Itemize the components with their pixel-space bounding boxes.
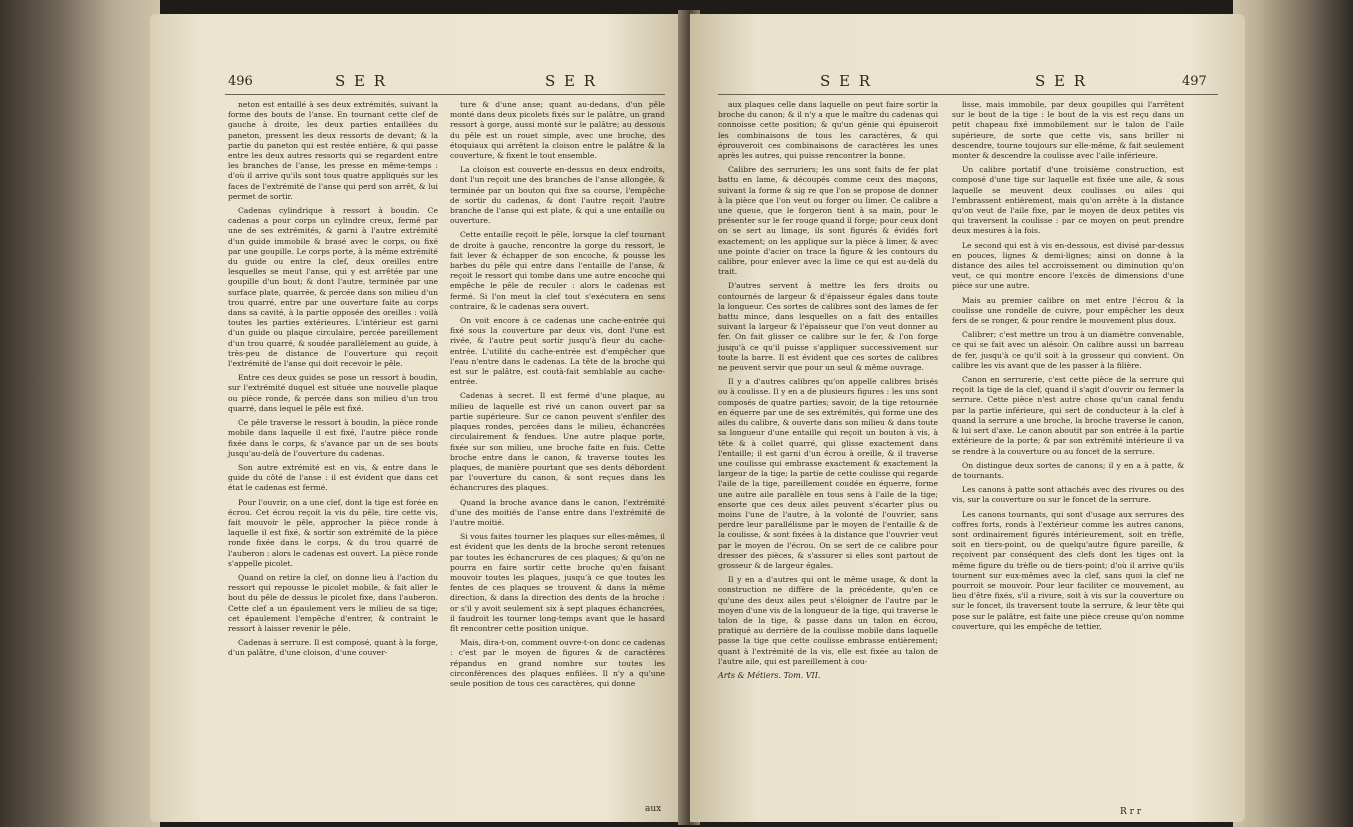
- volume-footer: Arts & Métiers. Tom. VII.: [718, 670, 821, 680]
- paragraph: Cadenas à serrure. Il est composé, quant à la forge, d'un palâtre, d'une cloison, d'une couver-: [228, 638, 438, 658]
- running-header-left: S E R: [335, 72, 388, 90]
- paragraph: Canon en serrurerie, c'est cette pièce de la serrure qui reçoit la tige de la clef, quand il s'agit d'ouvrir ou fermer la serrure. Cette pièce n'est autre chose qu'un canal fendu par la partie inférieure, qui sert de conducteur à la clef à quand la serrure a une broche, la broche traverse le canon, & lui sert d'axe. Le canon aboutit par son entrée à la partie extérieure de la porte; & par son extrémité intérieure il va se rendre à la couverture ou au foncet de la serrure.: [952, 375, 1184, 456]
- signature-mark: R r r: [1120, 807, 1142, 817]
- catchword: aux: [645, 804, 662, 814]
- left-page-edges: [0, 0, 160, 827]
- paragraph: Calibre des serruriers; les uns sont faits de fer plat battu en lame, & découpés comme ceux des maçons, suivant la forme & sig re que l'on se propose de donner à la pièce que l'on veut ou forger ou limer. Ce calibre a une queue, que le forgeron tient à sa main, pour le présenter sur le fer rouge quand il forge; pour ceux dont on se sert au limage, ils sont figurés & évidés fort exactement; on les applique sur la pièce à limer, & avec une pointe d'acier on trace la figure & les contours du calibre, pour enlever avec la lime ce qui est au-delà du trait.: [718, 165, 938, 277]
- paragraph: On voit encore à ce cadenas une cache-entrée qui fixé sous la couverture par deux vis, dont l'une est rivée, & l'autre peut sortir jusqu'à fleur du cache-entrée. L'utilité du cache-entrée est d'empêcher que l'eau n'entre dans le cadenas. La tête de la broche qui est sur le palâtre, est coutà-fait semblable au cache-entrée.: [450, 316, 665, 387]
- paragraph: Quand on retire la clef, on donne lieu à l'action du ressort qui repousse le picolet mobile, & fait aller le bout du pêle de dessus le picolet fixe, dans l'auberon. Cette clef a un épaulement vers le milieu de sa tige; cet épaulement l'empêche d'entrer, & contraint le ressort à laisser revenir le pêle.: [228, 572, 438, 633]
- paragraph: Mais au premier calibre on met entre l'écrou & la coulisse une rondelle de cuivre, pour empêcher les deux fers de se ronger, & pour rendre le mouvement plus doux.: [952, 295, 1184, 326]
- paragraph: Mais, dira-t-on, comment ouvre-t-on donc ce cadenas : c'est par le moyen de figures & de caractères répandus en grand nombre sur toutes les circonférences des plaques enfilées. Il n'y a qu'une seule position de tous ces caractères, qui donne: [450, 638, 665, 688]
- paragraph: Ce pêle traverse le ressort à boudin, la pièce ronde mobile dans laquelle il est fixé, l'autre pièce ronde fixée dans le corps, & s'avance par un de ses bouts jusqu'au-delà de l'ouverture du cadenas.: [228, 418, 438, 458]
- header-rule: [225, 94, 665, 95]
- text-column-left: [718, 100, 938, 685]
- paragraph: Son autre extrémité est en vis, & entre dans le guide du côté de l'anse : il est évident que dans cet état le cadenas est fermé.: [228, 462, 438, 493]
- paragraph: Cadenas cylindrique à ressort à boudin. Ce cadenas a pour corps un cylindre creux, fermé par une de ses extrémités, & garni à l'autre extrémité d'un guide immobile & brasé avec le corps, ou fixé par une goupille. Le corps porte, à la même extrémité du guide ou entre la clef, deux oreilles entre lesquelles se meut l'anse, qui y est arrêtée par une goupille d'un bout; & dont l'autre, terminée par une surface plate, quarrée, & percée dans son milieu d'un trou quarré, entre par une ouverture faite au corps dans sa cavité, à la partie opposée des oreilles : voilà toutes les parties extérieures. L'intérieur est garni d'un guide ou plaque circulaire, percée pareillement d'un trou quarré, & soudée parallèlement au guide, à très-peu de distance de l'ouverture qui reçoit l'extrémité de l'anse qui doit recevoir le pêle.: [228, 206, 438, 369]
- right-page-edges: [1233, 0, 1353, 827]
- paragraph: lisse, mais immobile, par deux goupilles qui l'arrêtent sur le bout de la tige : le bout de la vis est reçu dans un petit chapeau fixé immobilement sur le talon de l'aile supérieure, de sorte que cette vis, sans briller ni descendre, tourne toujours sur elle-même, & fait seulement monter & descendre la coulisse avec l'aile inférieure.: [952, 100, 1184, 161]
- paragraph: neton est entaillé à ses deux extrémités, suivant la forme des bouts de l'anse. En tournant cette clef de gauche à droite, les deux parties entaillées du paneton, pressent les deux ressorts de devant; & la partie du paneton qui est restée entière, & qui passe entre les deux autres ressorts qui se regardent entre les branches de l'anse, les presse en même-temps : d'où il arrive qu'ils sont tous quatre appliqués sur les faces de l'extrémité de l'anse qui perd son arrêt, & lui permet de sortir.: [228, 100, 438, 201]
- text-column-right: [952, 100, 1184, 636]
- paragraph: Il y en a d'autres qui ont le même usage, & dont la construction ne diffère de la précédente, qu'en ce qu'une des deux ailes peut s'éloigner de l'autre par le moyen d'une vis de la longueur de la tige, qui traverse le talon de la tige, & passe dans un talon en écrou, pratiqué au derrière de la coulisse mobile dans laquelle passe la tige que cette coulisse embrasse entièrement; quant à l'extrémité de la vis, elle est fixée au talon de l'autre aile, qui est pareillement à cou-: [718, 575, 938, 666]
- paragraph: Les canons tournants, qui sont d'usage aux serrures des coffres forts, ronds à l'extérieur comme les autres canons, sont ordinairement figurés intérieurement, soit en trèfle, soit en tiers-point, ou de quelqu'autre figure pareille, & reçoivent par conséquent des clefs dont les tiges ont la même figure du trèfle ou de tiers-point; d'où il arrive qu'ils tournent sur eux-mêmes avec la clef, sans quoi la clef ne pourroit se mouvoir. Pour leur faciliter ce mouvement, au lieu d'être fixés, s'il a rivure, soit à vis sur la couverture ou sur le foncet, ils traversent toute la serrure, & leur tête qui pose sur le palâtre, est faite une pièce creuse qu'on nomme couverture, qui les empêche de tettier,: [952, 509, 1184, 631]
- left-page: [150, 14, 685, 822]
- paragraph: Il y a d'autres calibres qu'on appelle calibres brisés ou à coulisse. Il y en a de plusieurs figures : les uns sont composés de quatre parties; savoir, de la tige retournée en équerre par une de ses extrémités, qui forme une des ailes du calibre, & ouverte dans son milieu & dans toute sa longueur d'une entaille qui reçoit un bouton à vis, à tête & à collet quarré, qui glisse exactement dans l'entaille; il est garni d'un écrou à oreille, & il traverse une coulisse qui embrasse exactement & exactement la largeur de la tige; la partie de cette coulisse qui regarde l'aile de la tige, pareillement coudée en équerre, forme une autre aile parallèle en tous sens à l'aile de la tige; ensorte que ces deux ailes peuvent s'écarter plus ou moins l'une de l'autre, à la volonté de l'ouvrier, sans perdre leur parallélisme par le moyen de l'entaille & de la coulisse, & sont fixées à la distance que l'ouvrier veut par le moyen de l'écrou. On se sert de ce calibre pour dresser des pièces, & s'assurer si elles sont partout de grosseur & de largeur égales.: [718, 377, 938, 570]
- paragraph: La cloison est couverte en-dessus en deux endroits, dont l'un reçoit une des branches de l'anse allongée, & terminée par un bouton qui fixe sa course, l'empêche de sortir du cadenas, & dont l'autre reçoit l'autre branche de l'anse qui est plate, & qui a une entaille ou ouverture.: [450, 165, 665, 226]
- paragraph: Un calibre portatif d'une troisième construction, est composé d'une tige sur laquelle est fixée une aile, & sous laquelle se meuvent deux coulisses ou ailes qui l'embrassent entièrement, mais qu'on arrête à la distance qu'on veut de l'aile fixe, par le moyen de deux petites vis qui traversent la coulisse : par ce moyen on peut prendre deux mesures à la fois.: [952, 165, 1184, 236]
- paragraph: Cadenas à secret. Il est fermé d'une plaque, au milieu de laquelle est rivé un canon ouvert par sa partie supérieure. Sur ce canon peuvent s'enfiler des plaques rondes, percées dans le milieu, échancrées circulairement & fendues. Une autre plaque porte, fixée sur son milieu, une broche faite en fuis. Cette broche entre dans le canon, & traverse toutes les plaques, de manière pourtant que ses dents débordent par l'ouverture du canon, & sont reçues dans les échancrures des plaques.: [450, 391, 665, 493]
- header-rule: [718, 94, 1218, 95]
- right-page: [690, 14, 1245, 822]
- running-header-right: S E R: [1035, 72, 1088, 90]
- paragraph: aux plaques celle dans laquelle on peut faire sortir la broche du canon; & il n'y a que le maître du cadenas qui connoisse cette position; & qu'un génie qui épuiseroit les combinaisons de tous les caractères, & qui éprouveroit ces combinaisons de caractères les unes après les autres, qui puisse rencontrer la bonne.: [718, 100, 938, 161]
- running-header-right: S E R: [545, 72, 598, 90]
- page-number: 496: [228, 74, 253, 89]
- text-column-right: [450, 100, 665, 693]
- paragraph: Le second qui est à vis en-dessous, est divisé par-dessus en pouces, lignes & demi-lignes; ainsi on donne à la distance des ailes tel accroissement ou diminution qu'on veut, ce qui montre encore l'excès de dimensions d'une pièce sur une autre.: [952, 240, 1184, 291]
- paragraph: Quand la broche avance dans le canon, l'extrémité d'une des moitiés de l'anse entre dans l'extrémité de l'autre moitié.: [450, 497, 665, 527]
- paragraph: Cette entaille reçoit le pêle, lorsque la clef tournant de droite à gauche, rencontre la gorge du ressort, le fait lever & échapper de son encoche, & pousse les barbes du pêle qui entre dans l'entaille de l'anse, & reçoit le ressort qui tombe dans une autre encoche qui empêche le pêle de reculer : alors le cadenas est fermé. Si l'on meut la clef tout s'exécutera en sens contraire, & le cadenas sera ouvert.: [450, 230, 665, 311]
- paragraph: Entre ces deux guides se pose un ressort à boudin, sur l'extrémité duquel est située une nouvelle plaque ou pièce ronde, & percée dans son milieu d'un trou quarré, dans lequel le pêle est fixé.: [228, 373, 438, 413]
- paragraph: D'autres servent à mettre les fers droits ou contournés de largeur & d'épaisseur égales dans toute la longueur. Ces sortes de calibres sont des lames de fer battu mince, dans lesquelles on a fait des entailles suivant la largeur & l'épaisseur que l'on veut donner au fer. On fait glisser ce calibre sur le fer, & l'on forge jusqu'à ce qu'il puisse s'appliquer successivement sur toute la barre. Il est évident que ces sortes de calibres ne peuvent servir que pour un seul & même ouvrage.: [718, 281, 938, 373]
- paragraph: Les canons à patte sont attachés avec des rivures ou des vis, sur la couverture ou sur le foncet de la serrure.: [952, 485, 1184, 505]
- paragraph: ture & d'une anse; quant au-dedans, d'un pêle monté dans deux picolets fixés sur le palâtre, un grand ressort à gorge, aussi monté sur le palâtre; au dessous du pêle est un rouet simple, avec une broche, des étoquiaux qui arrêtent la cloison entre le palâtre & la couverture, & fixent le tout ensemble.: [450, 100, 665, 161]
- page-number: 497: [1182, 74, 1207, 89]
- text-column-left: [228, 100, 438, 663]
- paragraph: Si vous faites tourner les plaques sur elles-mêmes, il est évident que les dents de la broche seront retenues par toutes les échancrures de ces plaques; & qu'on ne pourra en faire sortir cette broche qu'en faisant mouvoir toutes les plaques, jusqu'à ce que toutes les fentes de ces plaques se trouvent & dans la même direction, & dans la direction des dents de la broche : or s'il y avoit seulement six à sept plaques échancrées, il faudroit les tourner long-temps avant que le hasard fît rencontrer cette position unique.: [450, 532, 665, 633]
- paragraph: On distingue deux sortes de canons; il y en a à patte, & de tournants.: [952, 460, 1184, 480]
- paragraph: Calibrer; c'est mettre un trou à un diamètre convenable, ce qui se fait avec un alésoir. On calibre aussi un barreau de fer, jusqu'à ce qu'il soit à la grosseur qui convient. On calibre les vis avant que de les passer à la filière.: [952, 330, 1184, 370]
- paragraph: Pour l'ouvrir, on a une clef, dont la tige est forée en écrou. Cet écrou reçoit la vis du pêle, tire cette vis, fait mouvoir le pêle, approcher la pièce ronde à laquelle il est fixé, & sortir son extrémité de la pièce ronde fixée dans le corps, & du trou quarré de l'auberon : alors le cadenas est ouvert. La pièce ronde s'appelle picolet.: [228, 497, 438, 568]
- running-header-left: S E R: [820, 72, 873, 90]
